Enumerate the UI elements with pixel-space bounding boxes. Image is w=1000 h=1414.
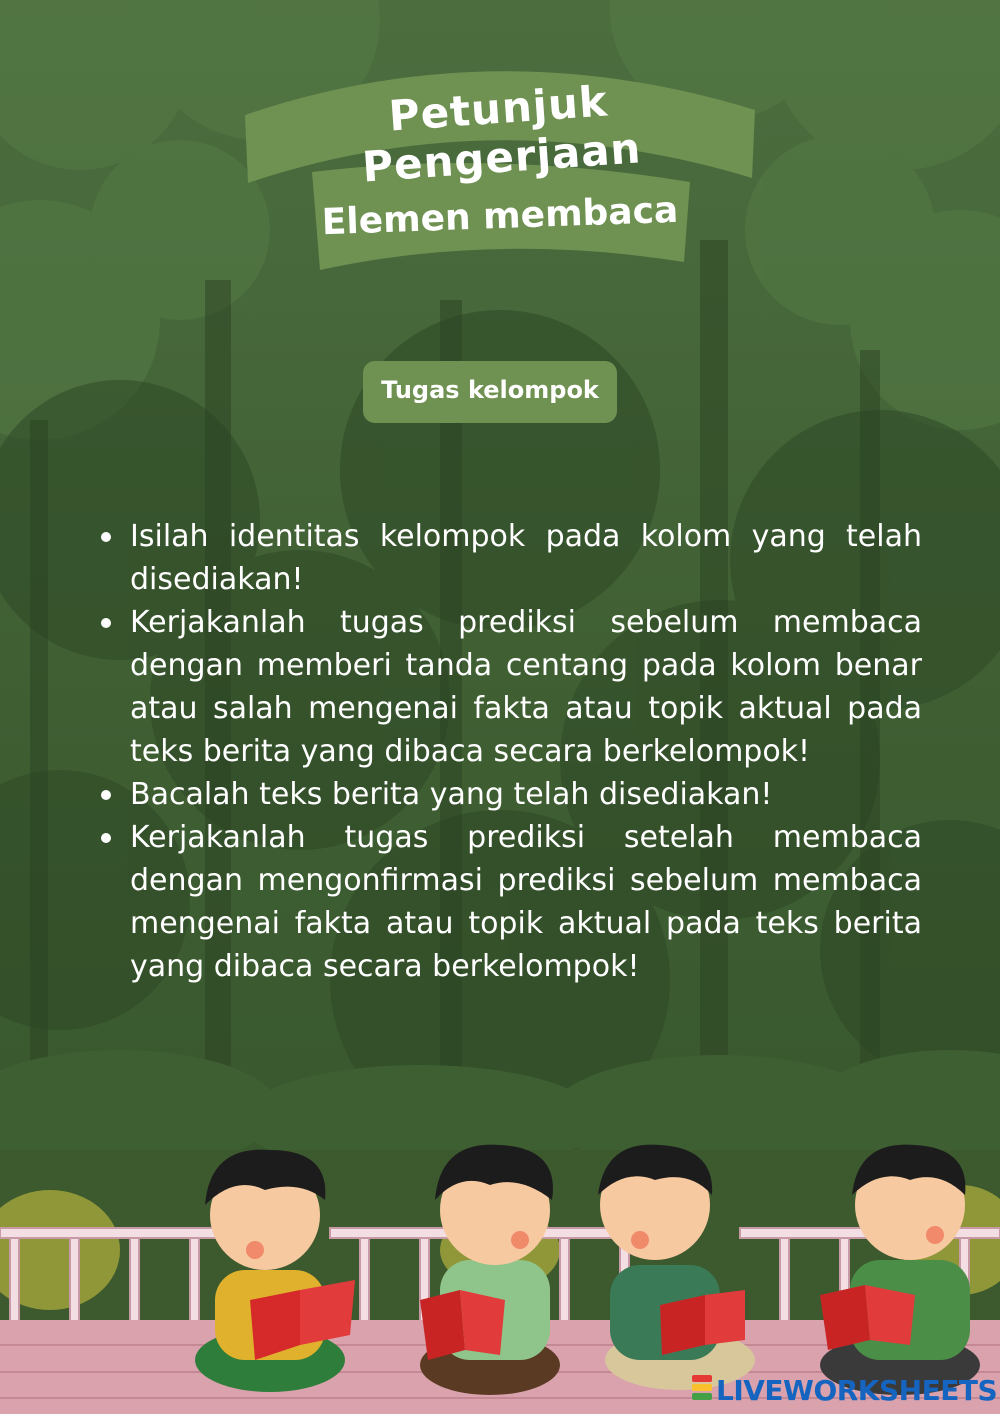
- instruction-item: Kerjakanlah tugas prediksi sebelum membaca dengan memberi tanda centang pada kolom benar atau salah mengenai fakta atau topik aktual pada teks berita yang dibaca secara berkelompok!: [96, 601, 922, 773]
- instruction-item: Bacalah teks berita yang telah disediakan!: [96, 773, 922, 816]
- group-task-badge: [363, 361, 617, 423]
- instruction-list: [96, 515, 922, 988]
- liveworksheets-watermark[interactable]: [692, 1372, 997, 1408]
- page-title: Petunjuk Pengerjaan: [360, 76, 643, 192]
- group-task-label: Tugas kelompok: [381, 376, 599, 404]
- instruction-item: Kerjakanlah tugas prediksi setelah membaca dengan mengonfirmasi prediksi sebelum membaca mengenai fakta atau topik aktual pada teks berita yang dibaca secara berkelompok!: [96, 816, 922, 988]
- liveworksheets-logo-icon: [692, 1375, 712, 1405]
- instruction-item: Isilah identitas kelompok pada kolom yang telah disediakan!: [96, 515, 922, 601]
- watermark-text: LIVEWORKSHEETS: [716, 1373, 998, 1407]
- page-subtitle: Elemen membaca: [321, 189, 679, 244]
